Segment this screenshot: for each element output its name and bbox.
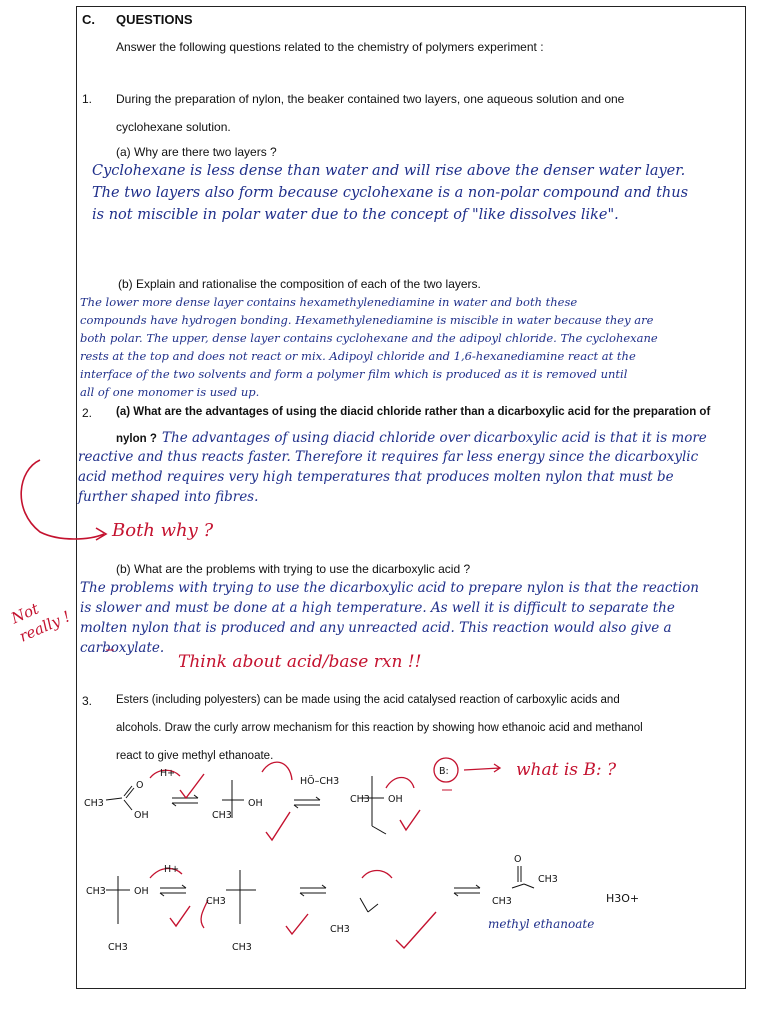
answer-2b-line-3: molten nylon that is produced and any unreacted acid. This reaction would also give a [80, 620, 672, 636]
annotation-both-why: Both why ? [112, 520, 214, 541]
question-2b-label: (b) What are the problems with trying to use the dicarboxylic acid ? [116, 562, 471, 576]
question-3-line-1: Esters (including polyesters) can be made using the acid catalysed reaction of carboxylic acids and [116, 694, 620, 706]
base-arrow [464, 764, 500, 772]
carbonyl-o-label: O [514, 854, 522, 865]
question-1a-label: (a) Why are there two layers ? [116, 145, 277, 159]
question-3-line-3: react to give methyl ethanoate. [116, 750, 274, 762]
methyl-ethanoate-label: methyl ethanoate [488, 917, 595, 931]
answer-2a-line-3: further shaped into fibres. [78, 489, 259, 505]
ch3-label-3: CH3 [350, 794, 370, 805]
answer-1a-line-1: Cyclohexane is less dense than water and will rise above the denser water layer. [92, 163, 686, 179]
proton-label-2: H+ [164, 864, 180, 875]
answer-1b-line-3: both polar. The upper, dense layer contains cyclohexane and the adipoyl chloride. The cyclohexane [80, 331, 658, 345]
question-3-line-2: alcohols. Draw the curly arrow mechanism for this reaction by showing how ethanoic acid and methanol [116, 722, 643, 734]
annotation-what-is-b: what is B: ? [516, 760, 617, 780]
answer-2a-inline: The advantages of using diacid chloride over dicarboxylic acid is that it is more [162, 430, 707, 446]
answer-2a-line-1: reactive and thus reacts faster. Therefore it requires far less energy since the dicarboxylic [78, 449, 699, 465]
answer-1b-line-1: The lower more dense layer contains hexamethylenediamine in water and both these [80, 295, 578, 309]
question-3-number: 3. [82, 694, 93, 708]
ch3-label-10: CH3 [538, 874, 558, 885]
answer-1a-line-3: is not miscible in polar water due to the concept of "like dissolves like". [92, 207, 619, 223]
answer-1a-line-2: The two layers also form because cyclohexane is a non-polar compound and thus [92, 185, 689, 201]
answer-2b-line-4: carboxylate. [80, 640, 165, 656]
mechanism-bonds [106, 776, 534, 924]
oh-label-4: OH [134, 886, 149, 897]
oh-label-3: OH [388, 794, 403, 805]
section-intro: Answer the following questions related to the chemistry of polymers experiment : [116, 40, 544, 54]
ch3-label-1: CH3 [84, 798, 104, 809]
ch3-label-6: CH3 [206, 896, 226, 907]
question-1-line-2: cyclohexane solution. [116, 120, 231, 134]
curly-arrows [150, 762, 414, 928]
ch3-label-5: CH3 [108, 942, 128, 953]
answer-2b-line-2: is slower and must be done at a high temperature. As well it is difficult to separate the [80, 600, 675, 616]
hydronium-label: H3O+ [606, 892, 640, 905]
answer-2a-line-2: acid method requires very high temperatures that produces molten nylon that must be [78, 469, 674, 485]
answer-1b-line-6: all of one monomer is used up. [80, 385, 260, 399]
oh-label-2: OH [248, 798, 263, 809]
ch3-label-7: CH3 [232, 942, 252, 953]
answer-1b-line-2: compounds have hydrogen bonding. Hexamethylenediamine is miscible in water because they are [80, 313, 654, 327]
annotation-think-acid-base: Think about acid/base rxn !! [178, 652, 422, 672]
answer-2b-line-1: The problems with trying to use the dicarboxylic acid to prepare nylon is that the reaction [80, 580, 699, 596]
ch3-label-2: CH3 [212, 810, 232, 821]
methanol-label: HÖ–CH3 [300, 776, 340, 787]
question-2a-label-line-2: nylon ? [116, 433, 157, 445]
question-2-number: 2. [82, 406, 93, 420]
ch3-label-4: CH3 [86, 886, 106, 897]
section-letter: C. [82, 12, 95, 27]
section-title: QUESTIONS [116, 12, 193, 27]
question-1b-label: (b) Explain and rationalise the composition of each of the two layers. [118, 277, 481, 291]
answer-1b-line-5: interface of the two solvents and form a polymer film which is produced as it is removed until [80, 367, 628, 381]
oh-label-1: OH [134, 810, 149, 821]
annotation-not-really: Not really ! [8, 599, 74, 646]
ch3-label-8: CH3 [330, 924, 350, 935]
proton-label-1: H+ [160, 768, 176, 779]
ch3-label-9: CH3 [492, 896, 512, 907]
answer-1b-line-4: rests at the top and does not react or mix. Adipoyl chloride and 1,6-hexanediamine react at the [80, 349, 636, 363]
question-1-line-1: During the preparation of nylon, the beaker contained two layers, one aqueous solution and one [116, 92, 625, 106]
base-label: B: [439, 766, 449, 777]
ester-o-label: O [136, 780, 144, 791]
question-1-number: 1. [82, 92, 93, 106]
question-2a-label-line-1: (a) What are the advantages of using the diacid chloride rather than a dicarboxylic acid for the preparation of [116, 406, 711, 418]
